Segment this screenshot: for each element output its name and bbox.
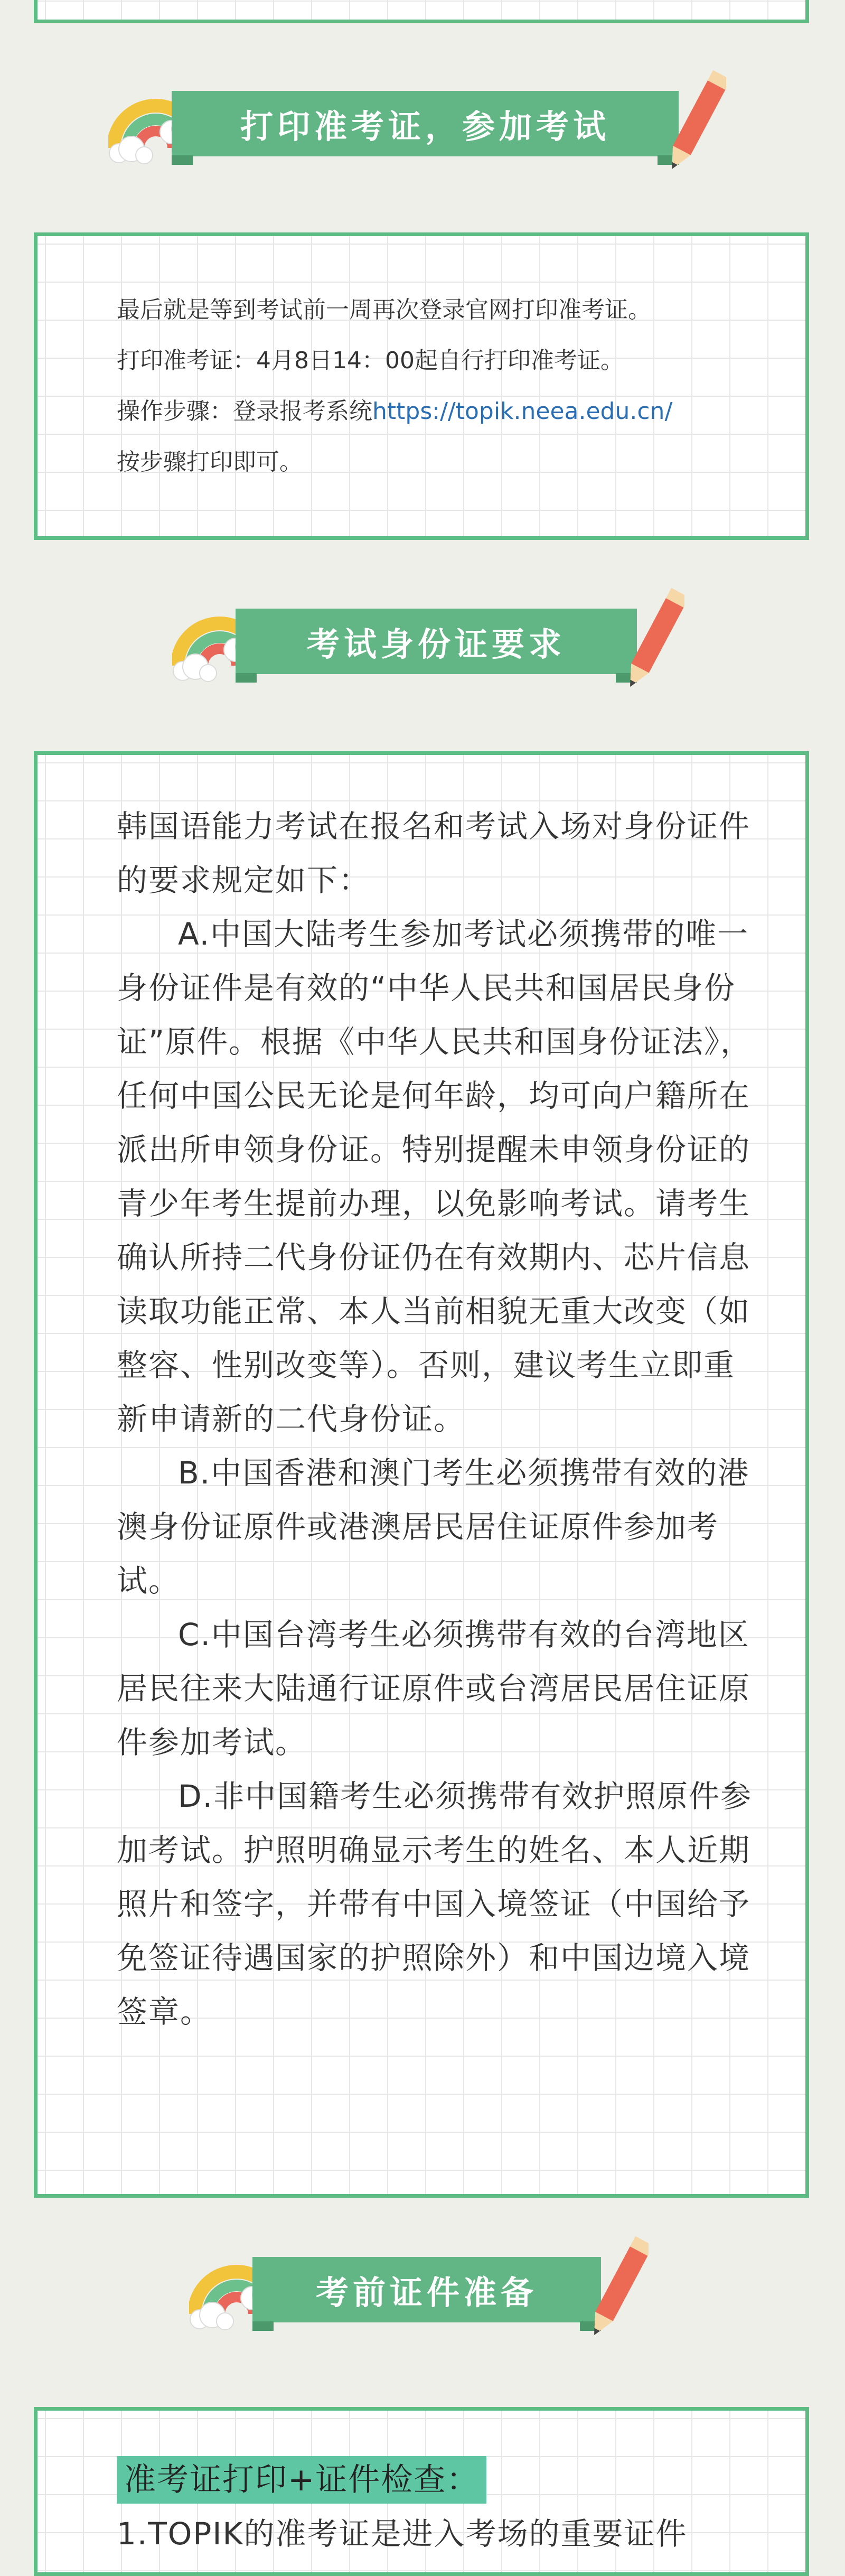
paragraph: B.中国香港和澳门考生必须携带有效的港澳身份证原件或港澳居民居住证原件参加考试。 (117, 1455, 750, 1599)
id-requirements-text (117, 799, 764, 2039)
previous-section-frame (34, 0, 809, 23)
text-segment: 操作步骤：登录报考系统 (117, 398, 372, 425)
section-banner-prep (189, 2229, 664, 2346)
pencil-icon (668, 63, 726, 180)
text-line: 打印准考证：4月8日14：00起自行打印准考证。 (117, 347, 624, 374)
section-banner-print (108, 63, 742, 180)
banner-pennant (236, 609, 637, 674)
banner-pennant (252, 2257, 601, 2322)
text-line (117, 386, 763, 437)
highlight-tag: 准考证打印+证件检查： (117, 2456, 486, 2504)
print-ticket-panel (34, 232, 809, 540)
section-title: 考前证件准备 (315, 2273, 538, 2312)
pre-exam-docs-text (117, 2453, 764, 2561)
section-title: 考试身份证要求 (306, 624, 566, 664)
section-banner-id (172, 581, 700, 697)
paragraph: C.中国台湾考生必须携带有效的台湾地区居民往来大陆通行证原件或台湾居民居住证原件参加考试。 (117, 1617, 751, 1760)
paragraph: A.中国大陆考生参加考试必须携带的唯一身份证件是有效的“中华人民共和国居民身份证”原件。根据《中华人民共和国身份证法》，任何中国公民无论是何年龄，均可向户籍所在派出所申领身份证。特别提醒未申领身份证的青少年考生提前办理，以免影响考试。请考生确认所持二代身份证仍在有效期内、芯片信息读取功能正常、本人当前相貌无重大改变（如整容、性别改变等）。否则，建议考生立即重新申请新的二代身份证。 (117, 916, 753, 1437)
banner-pennant (172, 91, 679, 156)
pencil-icon (590, 2229, 649, 2346)
paragraph: 韩国语能力考试在报名和考试入场对身份证件的要求规定如下： (117, 808, 751, 898)
text-line: 最后就是等到考试前一周再次登录官网打印准考证。 (117, 296, 651, 323)
pre-exam-docs-panel (34, 2407, 809, 2576)
paragraph: D.非中国籍考生必须携带有效护照原件参加考试。护照明确显示考生的姓名、本人近期照片和签字，并带有中国入境签证（中国给予免签证待遇国家的护照除外）和中国边境入境签章。 (117, 1778, 753, 2030)
topik-site-link[interactable]: https://topik.neea.edu.cn/ (372, 398, 673, 425)
paragraph: 1.TOPIK的准考证是进入考场的重要证件 (117, 2516, 688, 2552)
section-title: 打印准考证，参加考试 (240, 107, 610, 146)
highlight-line (117, 2453, 764, 2507)
pencil-icon (626, 581, 684, 697)
print-ticket-text (117, 285, 763, 488)
id-requirements-panel (34, 751, 809, 2198)
text-line: 按步骤打印即可。 (117, 449, 303, 475)
